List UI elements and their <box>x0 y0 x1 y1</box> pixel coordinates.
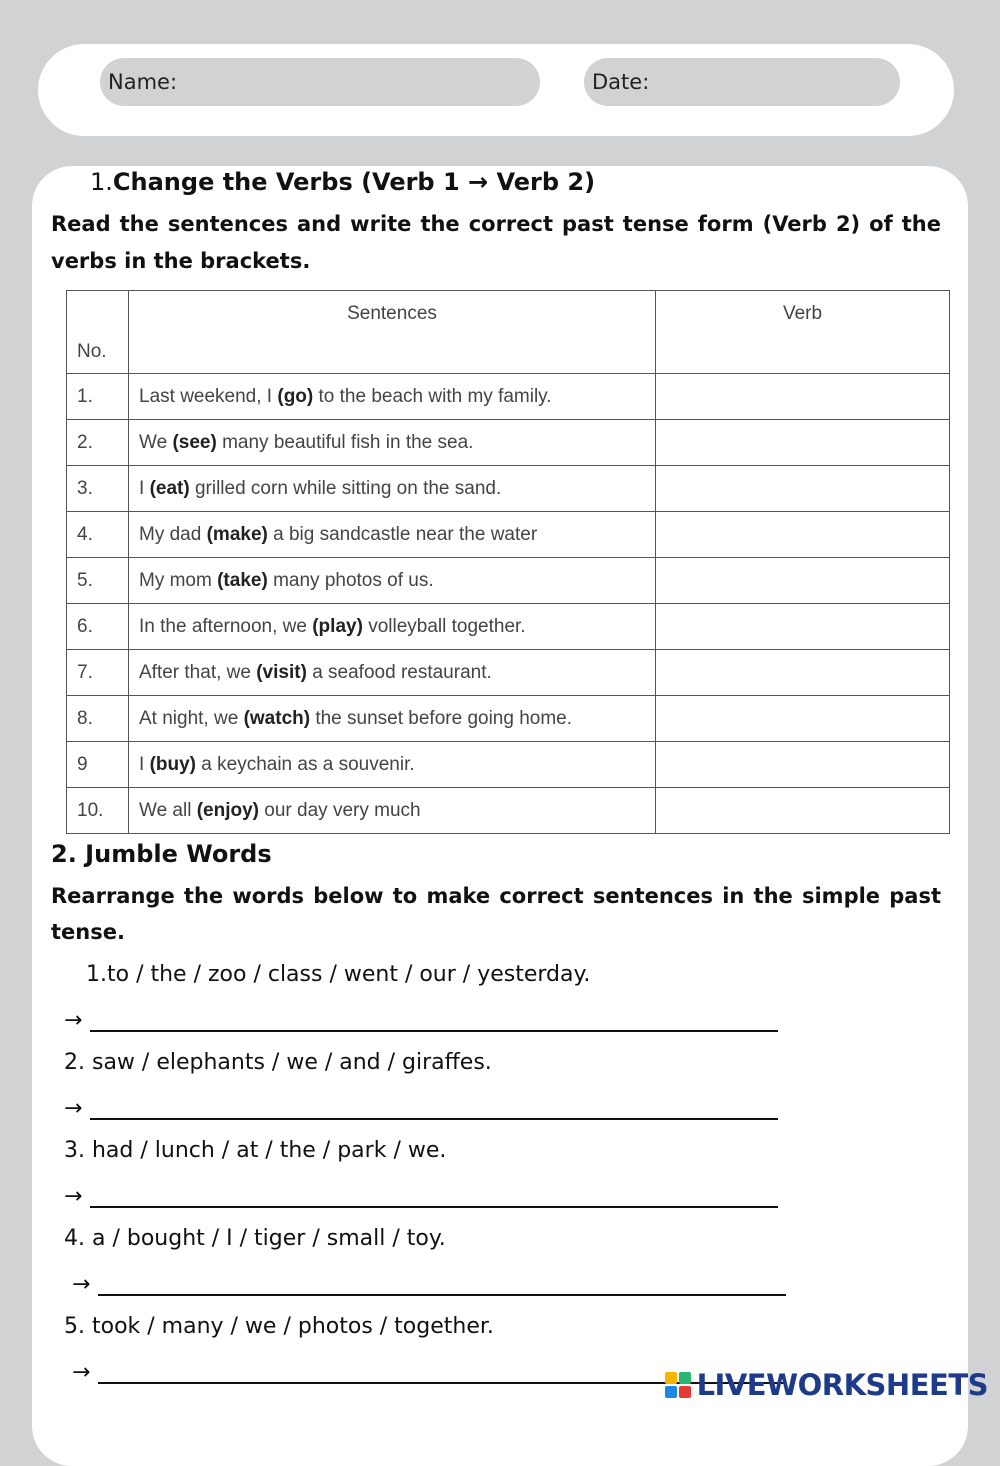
row-sentence: We all (enjoy) our day very much <box>129 788 656 834</box>
section2-title: 2. Jumble Words <box>51 840 272 868</box>
arrow-icon: → <box>64 1096 83 1121</box>
row-number: 4. <box>67 512 129 558</box>
verb-answer-cell[interactable] <box>656 742 950 788</box>
table-row <box>67 374 950 420</box>
row-sentence: I (buy) a keychain as a souvenir. <box>129 742 656 788</box>
watermark-text: LIVEWORKSHEETS <box>696 1368 988 1402</box>
name-label: Name: <box>108 70 178 94</box>
worksheet-card <box>32 166 968 1466</box>
answer-line-2[interactable] <box>64 1094 778 1120</box>
liveworksheets-watermark <box>665 1368 988 1402</box>
arrow-icon: → <box>64 1008 83 1033</box>
row-number: 9 <box>67 742 129 788</box>
row-sentence: I (eat) grilled corn while sitting on the sand. <box>129 466 656 512</box>
date-field[interactable] <box>584 58 900 106</box>
liveworksheets-logo-icon <box>665 1372 691 1398</box>
verb-answer-cell[interactable] <box>656 696 950 742</box>
table-row <box>67 650 950 696</box>
row-number: 5. <box>67 558 129 604</box>
verb-answer-cell[interactable] <box>656 512 950 558</box>
date-label: Date: <box>592 70 650 94</box>
arrow-icon: → <box>72 1272 91 1297</box>
bracket-verb: (buy) <box>149 753 196 775</box>
section2-instruction: Rearrange the words below to make correct sentences in the simple past tense. <box>51 884 941 944</box>
bracket-verb: (watch) <box>243 707 311 729</box>
table-row <box>67 466 950 512</box>
name-field[interactable] <box>100 58 540 106</box>
table-row <box>67 512 950 558</box>
bracket-verb: (make) <box>206 523 268 545</box>
bracket-verb: (play) <box>312 615 363 637</box>
header-sentences: Sentences <box>129 291 656 374</box>
row-sentence: After that, we (visit) a seafood restaurant. <box>129 650 656 696</box>
table-row <box>67 696 950 742</box>
section1-instruction: Read the sentences and write the correct past tense form (Verb 2) of the verbs in the brackets. <box>51 212 941 273</box>
row-number: 1. <box>67 374 129 420</box>
bracket-verb: (eat) <box>149 477 190 499</box>
bracket-verb: (see) <box>172 431 217 453</box>
verb-answer-cell[interactable] <box>656 374 950 420</box>
verb-answer-cell[interactable] <box>656 466 950 512</box>
jumble-item-5: 5. took / many / we / photos / together. <box>64 1314 494 1339</box>
bracket-verb: (go) <box>277 385 314 407</box>
row-number: 6. <box>67 604 129 650</box>
jumble-item-3: 3. had / lunch / at / the / park / we. <box>64 1138 447 1163</box>
header-card <box>38 44 954 136</box>
header-verb: Verb <box>656 291 950 374</box>
verbs-table <box>66 290 950 834</box>
jumble-item-2: 2. saw / elephants / we / and / giraffes. <box>64 1050 492 1075</box>
jumble-item-1: 1.to / the / zoo / class / went / our / yesterday. <box>86 962 591 987</box>
row-number: 10. <box>67 788 129 834</box>
row-sentence: Last weekend, I (go) to the beach with my family. <box>129 374 656 420</box>
table-row <box>67 604 950 650</box>
arrow-icon: → <box>64 1184 83 1209</box>
bracket-verb: (enjoy) <box>196 799 260 821</box>
row-sentence: In the afternoon, we (play) volleyball together. <box>129 604 656 650</box>
row-number: 7. <box>67 650 129 696</box>
answer-line-4[interactable] <box>72 1270 786 1296</box>
section1-title: 1.Change the Verbs (Verb 1 → Verb 2) <box>90 168 596 196</box>
row-number: 3. <box>67 466 129 512</box>
table-row <box>67 420 950 466</box>
bracket-verb: (take) <box>217 569 268 591</box>
table-row <box>67 788 950 834</box>
header-no: No. <box>67 291 129 374</box>
verb-answer-cell[interactable] <box>656 558 950 604</box>
bracket-verb: (visit) <box>256 661 307 683</box>
verb-answer-cell[interactable] <box>656 604 950 650</box>
answer-line-1[interactable] <box>64 1006 778 1032</box>
row-sentence: At night, we (watch) the sunset before going home. <box>129 696 656 742</box>
row-sentence: My dad (make) a big sandcastle near the water <box>129 512 656 558</box>
table-row <box>67 558 950 604</box>
table-row <box>67 742 950 788</box>
answer-line-3[interactable] <box>64 1182 778 1208</box>
verb-answer-cell[interactable] <box>656 650 950 696</box>
verb-answer-cell[interactable] <box>656 788 950 834</box>
row-sentence: We (see) many beautiful fish in the sea. <box>129 420 656 466</box>
arrow-icon: → <box>72 1360 91 1385</box>
jumble-item-4: 4. a / bought / I / tiger / small / toy. <box>64 1226 446 1251</box>
verb-answer-cell[interactable] <box>656 420 950 466</box>
row-number: 8. <box>67 696 129 742</box>
row-number: 2. <box>67 420 129 466</box>
row-sentence: My mom (take) many photos of us. <box>129 558 656 604</box>
